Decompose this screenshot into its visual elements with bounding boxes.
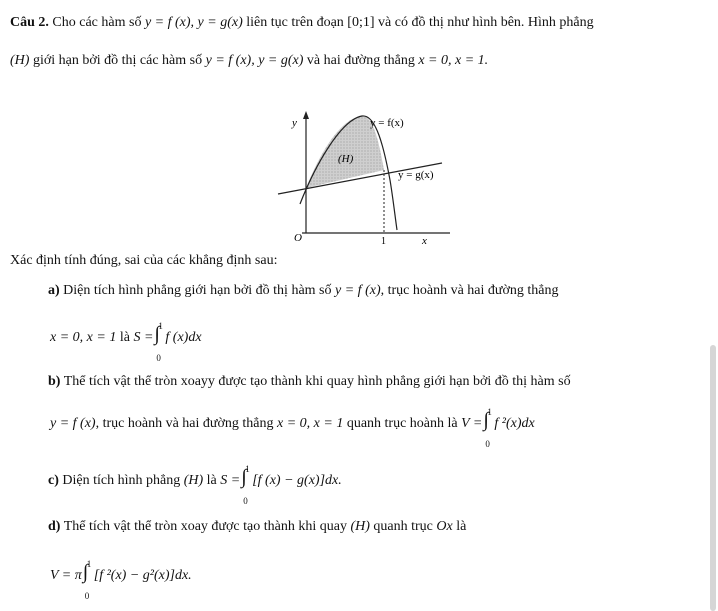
question-label: Câu 2. (10, 15, 49, 30)
y-axis-label: y (292, 117, 297, 129)
label-h-graph: (H) (338, 153, 354, 165)
prompt-text: Xác định tính đúng, sai của các khẳng định sau: (10, 253, 278, 268)
integral-sign-b: 1 ∫ 0 (483, 407, 492, 449)
item-c-label: c) (48, 473, 59, 489)
item-a-formula: f (x)dx (165, 330, 202, 346)
item-a-func: y = f (x) (335, 283, 381, 298)
item-a-line-1 (48, 282, 559, 300)
item-d-line-1 (48, 518, 466, 536)
boundary-lines: x = 0, x = 1. (418, 53, 489, 68)
item-b-func: y = f (x) (50, 416, 96, 432)
integral-sign-c: 1 ∫ 0 (241, 464, 250, 506)
label-g: y = g(x) (398, 169, 434, 181)
item-a-lines: x = 0, x = 1 (50, 330, 117, 346)
item-d-text-2: quanh trục (373, 519, 433, 534)
item-d-text-3: là (456, 519, 467, 534)
item-b-formula-left: V = (461, 416, 483, 432)
item-b-text: Thể tích vật thể tròn xoayy được tạo thành khi quay hình phẳng giới hạn bởi đồ thị hàm số (63, 374, 571, 389)
item-b-formula: f ²(x)dx (494, 416, 535, 432)
tick-one-label: 1 (381, 236, 386, 247)
question-text-1b: liên tục trên đoạn [0;1] và có đồ thị như hình bên. Hình phẳng (246, 15, 594, 30)
item-b-line-1 (48, 373, 571, 391)
question-text-2b: và hai đường thẳng (306, 53, 415, 68)
item-d-text: Thể tích vật thể tròn xoay được tạo thành khi quay (63, 519, 347, 534)
item-d-label: d) (48, 519, 61, 534)
label-f: y = f(x) (370, 117, 404, 129)
x-axis-label: x (422, 235, 427, 247)
item-b-lines: x = 0, x = 1 (277, 416, 344, 432)
integral-sign-d: 1 ∫ 0 (82, 559, 92, 601)
item-c-formula-left: S = (220, 473, 241, 489)
question-line-2 (10, 52, 488, 70)
question-text-2a: giới hạn bởi đồ thị các hàm số (32, 53, 203, 68)
item-b-text-3: quanh trục hoành là (346, 416, 458, 432)
item-c-formula: [f (x) − g(x)]dx. (252, 473, 342, 489)
item-c-text: Diện tích hình phẳng (62, 473, 181, 489)
func-pair-2: y = f (x), y = g(x) (205, 53, 304, 68)
item-a-line-2 (50, 321, 202, 363)
region-h-label: (H) (10, 53, 30, 68)
item-d-line-2 (50, 559, 192, 601)
item-a-la: là (119, 330, 130, 346)
integral-sign-a: 1 ∫ 0 (154, 321, 163, 363)
scrollbar[interactable] (710, 345, 716, 611)
item-a-text: Diện tích hình phẳng giới hạn bởi đồ thị hàm số (63, 283, 332, 298)
item-a-label: a) (48, 283, 60, 298)
item-d-h: (H) (350, 519, 370, 534)
item-d-formula-left: V = π (50, 568, 82, 584)
y-axis-arrow (303, 111, 309, 119)
item-a-formula-left: S = (133, 330, 154, 346)
item-b-line-2 (50, 407, 535, 449)
origin-label: O (294, 232, 302, 244)
item-d-axis: Ox (436, 519, 453, 534)
item-c-text-2: là (206, 473, 217, 489)
item-c-line (48, 464, 342, 506)
item-a-text-2: , trục hoành và hai đường thẳng (380, 283, 559, 298)
item-c-h: (H) (183, 473, 204, 489)
question-text-1a: Cho các hàm số (52, 15, 142, 30)
function-graph (262, 108, 462, 250)
func-pair-1: y = f (x), y = g(x) (144, 15, 243, 30)
item-b-label: b) (48, 374, 61, 389)
item-b-text-2: , trục hoành và hai đường thẳng (95, 416, 274, 432)
item-d-formula: [f ²(x) − g²(x)]dx. (93, 568, 192, 584)
question-line-1 (10, 14, 594, 32)
